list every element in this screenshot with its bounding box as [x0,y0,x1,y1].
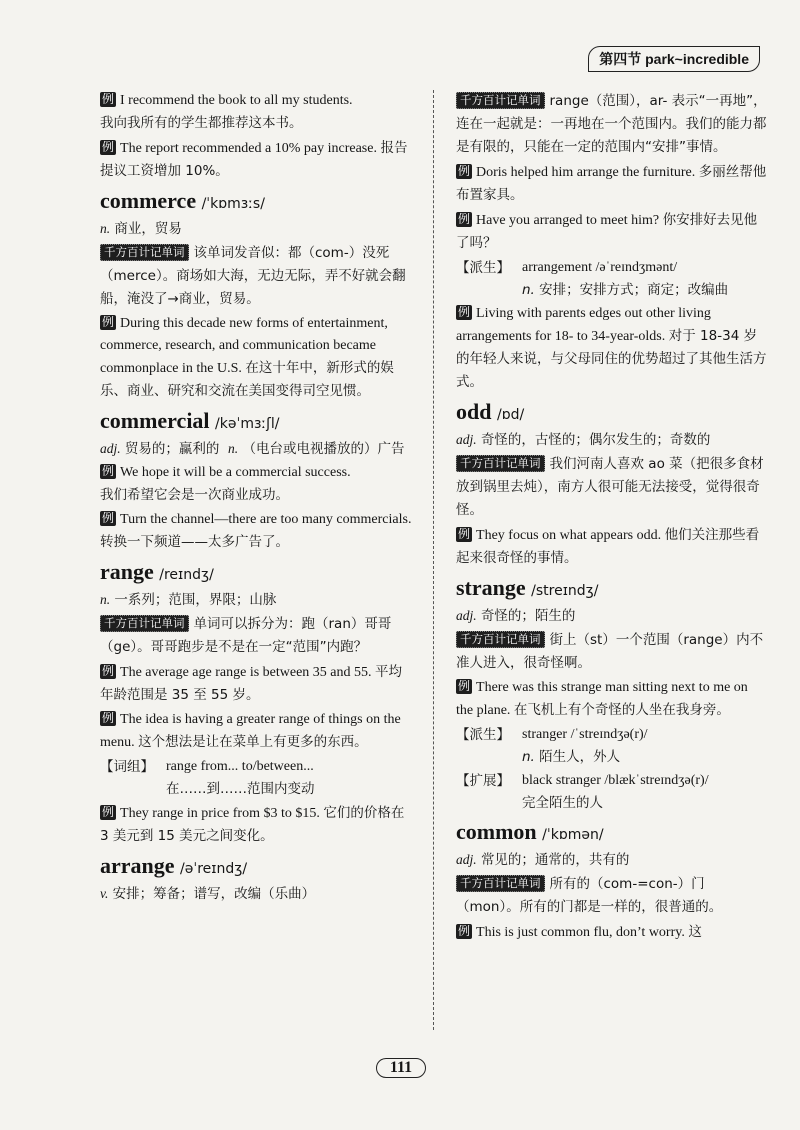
meaning: 贸易的；赢利的 [124,441,220,457]
extension-ipa: /blækˈstreɪndʒə(r)/ [604,773,709,788]
headword [100,407,412,438]
derivative-meaning: 安排；安排方式；商定；改编曲 [539,282,729,298]
example-zh: 报告提议工资增加 10%。 [100,140,408,179]
example-en: Turn the channel—there are too many commercials. [120,512,412,527]
example-badge: 例 [458,679,471,693]
example-en: This is just common flu, don’t worry. [476,925,685,940]
example-badge: 例 [102,711,115,725]
pronunciation: /ˈkɒmɜːs/ [201,196,265,212]
left-column [100,88,412,908]
example-badge: 例 [458,305,471,319]
headword [456,398,768,429]
example-badge: 例 [102,805,115,819]
derivative-block [456,257,768,301]
example [100,709,412,754]
derivative-label: 【派生】 [456,727,510,743]
derivative-ipa: /əˈreɪndʒmənt/ [595,260,678,275]
derivative-body [522,257,768,301]
part-of-speech: n. [100,592,111,607]
example-recommend-2 [100,137,412,183]
memory-text: 该单词发音似：都（com-）没死（merce）。商场如大海，无边无际，弄不好就会翻船，淹没了→商业，贸易。 [100,245,406,307]
example [456,303,768,394]
example-badge: 例 [102,315,115,329]
entry-common [456,818,768,944]
example [456,209,768,255]
part-of-speech: n. [522,749,535,765]
page-number: 111 [376,1058,426,1078]
definition [456,429,768,451]
derivative-body [522,724,768,768]
memory-text: 我们河南人喜欢 ao 菜（把很多食材放到锅里去炖），南方人很可能无法接受，觉得很奇怪。 [456,456,764,518]
example-badge: 例 [458,924,471,938]
headword [100,187,412,218]
entry-arrange [100,852,412,905]
meaning: 奇怪的；陌生的 [480,608,576,624]
example-en: The idea is having a greater range of things on the menu. [100,712,401,750]
example-en: Doris helped him arrange the furniture. [476,165,696,180]
example [456,161,768,207]
part-of-speech: n. [100,221,111,236]
headword [456,574,768,605]
extension-label: 【扩展】 [456,773,510,789]
example-zh: 这个想法是让在菜单上有更多的东西。 [138,734,368,750]
part-of-speech: adj. [456,852,477,867]
example-badge: 例 [102,664,115,678]
example [456,677,768,722]
headword-text: odd [456,399,492,424]
example-zh: 他们关注那些看起来很奇怪的事情。 [456,527,760,566]
part-of-speech: n. [228,441,239,456]
entry-odd [456,398,768,570]
example-zh: 我们希望它会是一次商业成功。 [100,487,289,503]
part-of-speech: v. [100,886,109,901]
example [456,921,768,944]
part-of-speech: adj. [100,441,121,456]
example-zh: 平均年龄范围是 35 至 55 岁。 [100,664,403,703]
derivative-ipa: /ˈstreɪndʒə(r)/ [570,727,648,742]
example-en: Have you arranged to meet him? [476,213,660,228]
section-header: 第四节 park~incredible [588,46,760,72]
example-badge: 例 [102,511,115,525]
memory-tip [100,613,412,659]
example-badge: 例 [102,464,115,478]
pronunciation: /kəˈmɜːʃl/ [215,416,280,432]
meaning: 一系列；范围，界限；山脉 [114,592,277,608]
example-en: There was this strange man sitting next to me on the plane. [456,680,748,718]
example [100,802,412,848]
example [100,661,412,707]
meaning: 安排；筹备；谱写，改编（乐曲） [112,886,316,902]
example-badge: 例 [458,164,471,178]
memory-tip [456,90,768,159]
example-en: They range in price from $3 to $15. [120,806,320,821]
definition [100,438,412,460]
example-zh: 多丽丝帮他布置家具。 [456,164,767,203]
extension-body [522,770,768,814]
example [100,509,412,554]
headword-text: arrange [100,853,175,878]
entry-commerce [100,187,412,403]
pronunciation: /reɪndʒ/ [159,567,214,583]
example [456,524,768,570]
headword-text: common [456,819,537,844]
example-badge: 例 [458,212,471,226]
meaning: （电台或电视播放的）广告 [242,441,405,457]
memory-badge: 千方百计记单词 [456,455,545,472]
example-en: They focus on what appears odd. [476,528,662,543]
definition [100,218,412,240]
example-zh: 转换一下频道——太多广告了。 [100,534,289,550]
pronunciation: /ɒd/ [496,407,525,423]
memory-text: range（范围），ar- 表示“一再地”，连在一起就是：一再地在一个范围内。我们的能力都是有限的，只能在一定的范围内“安排”事情。 [456,93,767,155]
part-of-speech: adj. [456,432,477,447]
example-en: The average age range is between 35 and 55. [120,665,372,680]
pronunciation: /streɪndʒ/ [531,583,599,599]
example-zh: 我向我所有的学生都推荐这本书。 [100,115,303,131]
example-en: We hope it will be a commercial success. [120,465,351,480]
headword [100,558,412,589]
right-column [456,88,768,947]
phrase-body [166,756,412,800]
definition [456,605,768,627]
memory-badge: 千方百计记单词 [456,631,545,648]
definition [100,883,412,905]
memory-badge: 千方百计记单词 [456,92,545,109]
memory-tip [456,873,768,919]
example-zh: 在飞机上有个奇怪的人坐在我身旁。 [513,702,730,718]
example-badge: 例 [102,92,115,106]
phrase-en: range from... to/between... [166,759,314,774]
entry-strange [456,574,768,814]
example-en: Living with parents edges out other living arrangements for 18- to 34-year-olds. [456,306,711,344]
memory-badge: 千方百计记单词 [456,875,545,892]
headword-text: strange [456,575,526,600]
definition [100,589,412,611]
meaning: 常见的；通常的，共有的 [480,852,630,868]
example-en: I recommend the book to all my students. [120,93,353,108]
phrase-label: 【词组】 [100,759,154,775]
definition [456,849,768,871]
memory-text: 所有的（com-=con-）门（mon）。所有的门都是一样的，很普通的。 [456,876,723,915]
memory-badge: 千方百计记单词 [100,244,189,261]
example-zh: 它们的价格在 3 美元到 15 美元之间变化。 [100,805,405,844]
headword [456,818,768,849]
memory-tip [456,453,768,522]
derivative-block [456,724,768,768]
example-recommend-1 [100,90,412,135]
memory-tip [456,629,768,675]
derivative-word: arrangement [522,260,592,275]
derivative-meaning: 陌生人，外人 [539,749,621,765]
memory-badge: 千方百计记单词 [100,615,189,632]
example [100,462,412,507]
headword-text: commerce [100,188,197,213]
example [100,313,412,403]
example-en: During this decade new forms of entertainment, commerce, research, and communication became commonplace in the U.S. [100,316,388,376]
derivative-word: stranger [522,727,568,742]
meaning: 奇怪的，古怪的；偶尔发生的；奇数的 [480,432,711,448]
headword-text: range [100,559,154,584]
memory-text: 街上（st）一个范围（range）内不准人进入，很奇怪啊。 [456,632,764,671]
extension-word: black stranger [522,773,601,788]
entry-range [100,558,412,848]
part-of-speech: adj. [456,608,477,623]
example-zh: 你安排好去见他了吗？ [456,212,758,251]
phrase-block [100,756,412,800]
memory-tip [100,242,412,311]
pronunciation: /ˈkɒmən/ [542,827,604,843]
example-badge: 例 [458,527,471,541]
headword-text: commercial [100,408,210,433]
phrase-zh: 在……到……范围内变动 [166,781,315,797]
memory-text: 单词可以拆分为：跑（ran）哥哥（ge）。哥哥跑步是不是在一定“范围”内跑？ [100,616,392,655]
meaning: 商业，贸易 [114,221,182,237]
pronunciation: /əˈreɪndʒ/ [180,861,248,877]
derivative-label: 【派生】 [456,260,510,276]
example-en: The report recommended a 10% pay increase. [120,141,377,156]
extension-block [456,770,768,814]
example-badge: 例 [102,140,115,154]
example-zh: 对于 18-34 岁的年轻人来说，与父母同住的优势超过了其他生活方式。 [456,328,767,390]
part-of-speech: n. [522,282,535,298]
headword [100,852,412,883]
entry-commercial [100,407,412,554]
example-zh: 在这十年中，新形式的娱乐、商业、研究和交流在美国变得司空见惯。 [100,360,394,399]
extension-meaning: 完全陌生的人 [522,795,603,811]
example-zh: 这 [688,924,702,940]
column-divider [433,90,434,1030]
